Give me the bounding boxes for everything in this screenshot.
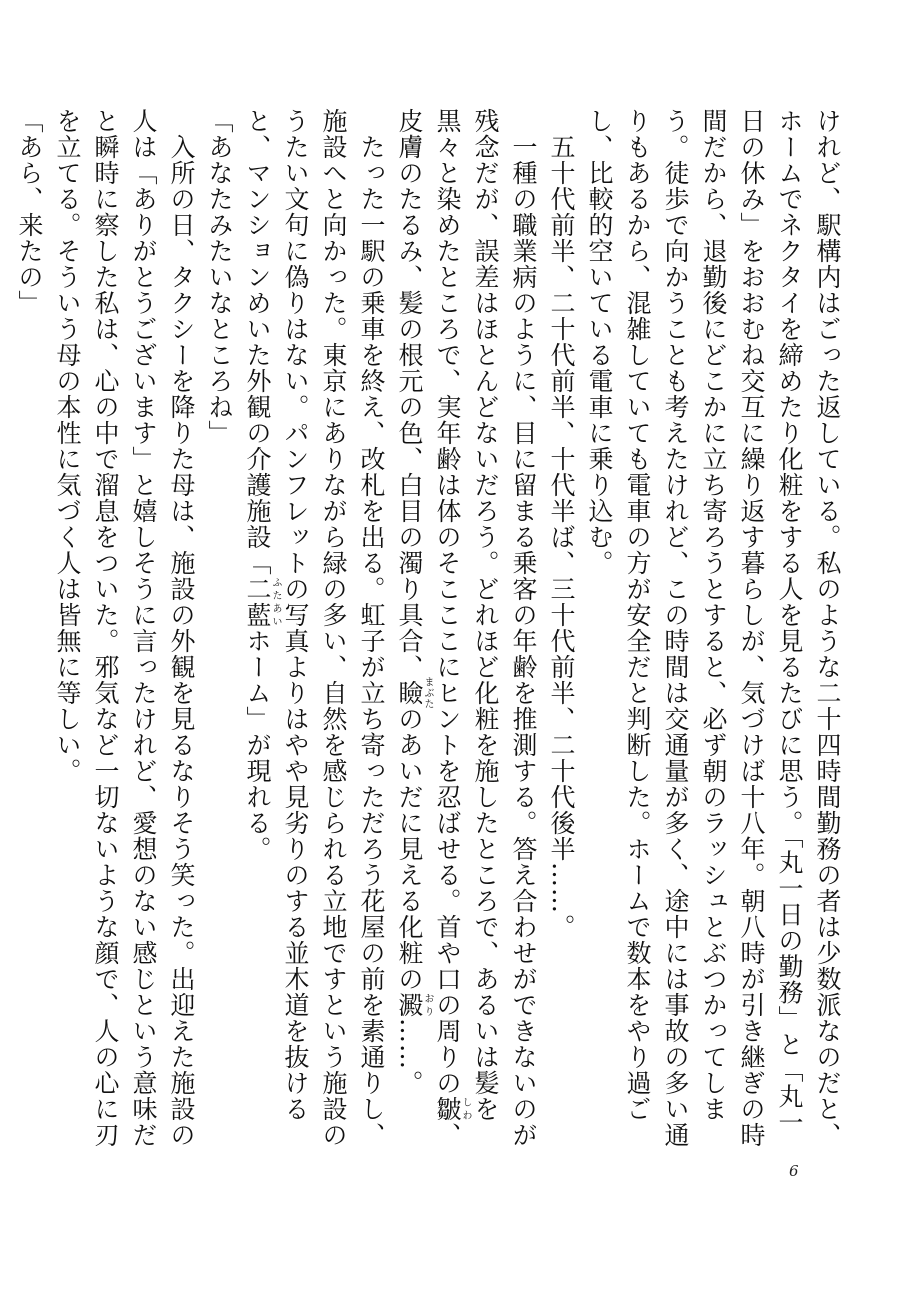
paragraph: 「あなたみたいなところね」 bbox=[205, 108, 234, 446]
paragraph: 一種の職業病のように、目に留まる乗客の年齢を推測する。答え合わせができないのが残念だが、誤差はほとんどないだろう。どれほど化粧を施したところで、あるいは髪を黒々と染めたところで、実年齢は体のそこここにヒントを忍ばせる。首や口の周りの皺しわ、皮膚のたるみ、髪の根元の色、白目の濁り具合、瞼まぶたのあいだに見える化粧の澱おり……。 bbox=[395, 108, 538, 1148]
paragraph: 「あら、来たの」 bbox=[15, 108, 44, 316]
ruby-mabuta: 瞼まぶた bbox=[395, 676, 433, 710]
ruby-shiwa: 皺しわ bbox=[433, 1096, 471, 1122]
ruby-ori: 澱おり bbox=[395, 992, 433, 1018]
paragraph: けれど、駅構内はごった返している。私のような二十四時間勤務の者は少数派なのだと、ホームでネクタイを締めたり化粧をする人を見るたびに思う。「丸一日の勤務」と「丸一日の休み」をおおむね交互に繰り返す暮らしが、気づけば十八年。朝八時が引き継ぎの時間だから、退勤後にどこかに立ち寄ろうとすると、必ず朝のラッシュとぶつかってしまう。徒歩で向かうことも考えたけれど、この時間は交通量が多く、途中には事故の多い通りもあるから、混雑していても電車の方が安全だと判断した。ホームで数本をやり過ごし、比較的空いている電車に乗り込む。 bbox=[585, 108, 842, 1148]
ruby-futaai: 二藍ふたあい bbox=[243, 576, 281, 628]
paragraph: 五十代前半、二十代前半、十代半ば、三十代前半、二十代後半……。 bbox=[547, 108, 576, 940]
vertical-text-body bbox=[15, 108, 846, 1148]
paragraph: 入所の日、タクシーを降りた母は、施設の外観を見るなりそう笑った。出迎えた施設の人は「ありがとうございます」と嬉しそうに言ったけれど、愛想のない感じという意味だと瞬時に察した私は、心の中で溜息をついた。邪気など一切ないような顔で、人の心に刃を立てる。そういう母の本性に気づく人は皆無に等しい。 bbox=[53, 108, 196, 1148]
paragraph: たった一駅の乗車を終え、改札を出る。虹子が立ち寄っただろう花屋の前を素通りし、施設へと向かった。東京にありながら緑の多い、自然を感じられる立地ですという施設のうたい文句に偽りはない。パンフレットの写真よりはやや見劣りのする並木道を抜けると、マンションめいた外観の介護施設「二藍ふたあいホーム」が現れる。 bbox=[243, 108, 386, 1148]
page-number: 6 bbox=[789, 1162, 799, 1180]
